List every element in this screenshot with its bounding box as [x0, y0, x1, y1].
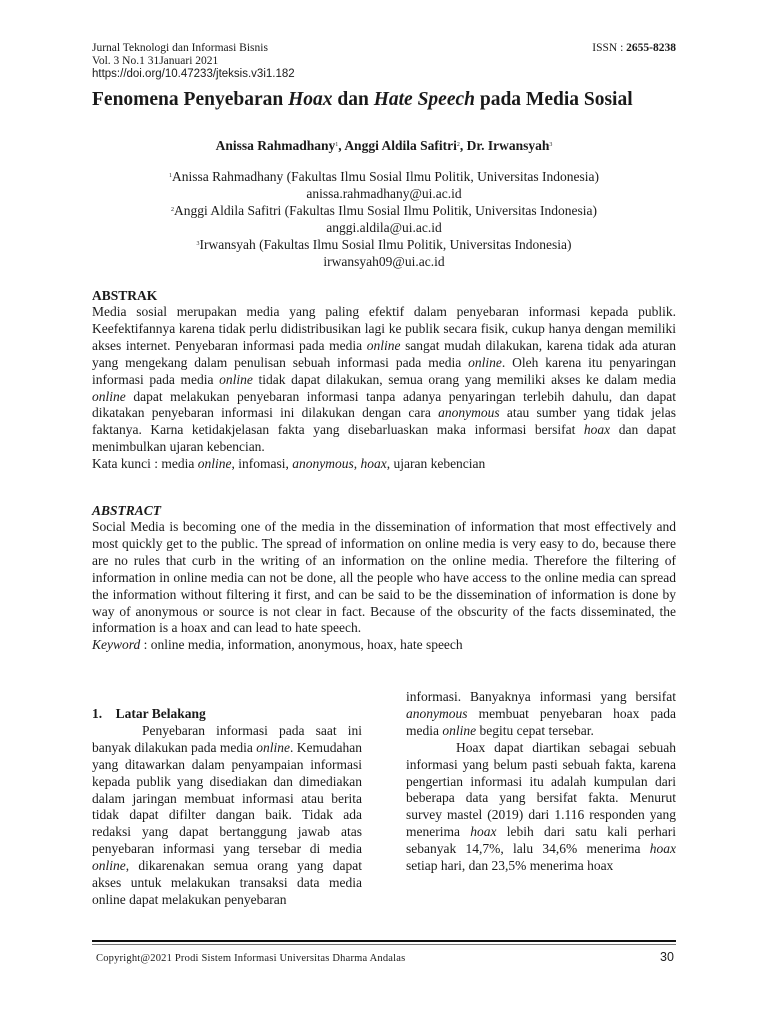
affiliation: $^3$Irwansyah (Fakultas Ilmu Sosial Ilmu Politik, Universitas Indonesia)	[196, 237, 572, 252]
abstrak-keywords: Kata kunci : media online, infomasi, anonymous, hoax, ujaran kebencian	[92, 456, 486, 472]
abstrak-section	[92, 287, 676, 473]
journal-volume: Vol. 3 No.1 31Januari 2021	[92, 55, 219, 67]
page-number: 30	[660, 950, 674, 964]
journal-name: Jurnal Teknologi dan Informasi Bisnis	[92, 42, 268, 54]
author-list: Anissa Rahmadhany$^1$, Anggi Aldila Safitri$^2$, Dr. Irwansyah$^3$	[215, 138, 553, 153]
abstract-section	[92, 502, 676, 654]
section-heading: 1. Latar Belakang	[92, 706, 206, 721]
body-paragraph: informasi. Banyaknya informasi yang bersifat anonymous membuat penyebaran hoax pada media online begitu cepat tersebar.	[406, 689, 676, 738]
body-column-right	[406, 689, 676, 875]
doi-link[interactable]: https://doi.org/10.47233/jteksis.v3i1.182	[92, 68, 295, 80]
author-email: irwansyah09@ui.ac.id	[323, 253, 445, 269]
author-name: Anggi Aldila Safitri	[344, 138, 457, 153]
abstrak-body: Media sosial merupakan media yang paling efektif dalam penyebaran informasi kepada publik. Keefektifannya karena tidak perlu didistribusikan lagi ke publik secara fisik, cukup hanya dengan memiliki akses internet. Penyebaran informasi pada media online sangat mudah dilakukan, karena tidak ada aturan yang mengekang dalam penulisan sebuah informasi pada media online. Oleh karena itu penyaringan informasi pada media online tidak dapat dilakukan, semua orang yang memiliki akses ke dalam media online dapat melakukan penyebaran informasi tanpa adanya penyaringan terlebih dahulu, dan dapat dikatakan penyebaran informasi ini dilakukan dengan cara anonymous atau sumber yang tidak jelas faktanya. Karna ketidakjelasan fakta yang disebarluaskan maka informasi bersifat hoax dan dapat menimbulkan ujaran kebencian.	[92, 304, 677, 455]
author-email: anissa.rahmadhany@ui.ac.id	[306, 185, 462, 201]
body-column-left	[92, 706, 362, 909]
affiliation: $^1$Anissa Rahmadhany (Fakultas Ilmu Sosial Ilmu Politik, Universitas Indonesia)	[168, 169, 600, 184]
footer-divider-thin	[92, 944, 676, 945]
affiliations	[0, 168, 768, 270]
author-name: Dr. Irwansyah	[466, 138, 550, 153]
body-paragraph: Penyebaran informasi pada saat ini banyak dilakukan pada media online. Kemudahan yang ditawarkan dalam penyampaian informasi kepada publik yang disediakan dan dimediakan dalam jaringan membuat informasi atau berita tidak dapat difilter dangan baik. Tidak ada redaksi yang dapat bertanggung jawab atas penyebaran informasi yang tersebar di media online, dikarenakan semua orang yang dapat akses untuk melakukan transaksi data media online dapat melakukan penyebaran	[92, 722, 362, 907]
abstract-heading: ABSTRACT	[92, 503, 162, 518]
abstract-keywords: Keyword : online media, information, anonymous, hoax, hate speech	[92, 637, 463, 653]
body-paragraph: Hoax dapat diartikan sebagai sebuah informasi yang belum pasti sebuah fakta, karena pengertian informasi itu adalah kumpulan dari beberapa data yang bersifat fakta. Menurut survey mastel (2019) dari 1.116 responden yang menerima hoax lebih dari satu kali perhari sebanyak 14,7%, lalu 34,6% menerima hoax setiap hari, dan 23,5% menerima hoax	[406, 739, 676, 874]
abstrak-heading: ABSTRAK	[92, 288, 158, 303]
paper-title: Fenomena Penyebaran Hoax dan Hate Speech pada Media Sosial	[92, 89, 633, 110]
copyright-notice: Copyright@2021 Prodi Sistem Informasi Universitas Dharma Andalas	[96, 953, 406, 964]
author-name: Anissa Rahmadhany	[215, 138, 336, 153]
affiliation: $^2$Anggi Aldila Safitri (Fakultas Ilmu Sosial Ilmu Politik, Universitas Indonesia)	[171, 203, 597, 218]
abstract-body: Social Media is becoming one of the media in the dissemination of information that most effectively and most quickly get to the public. The spread of information on online media is very easy to do, because there are no rules that curb in the writing of an information on the online media. Therefore the filtering of information in online media can not be done, all the people who have access to the online media can spread the information without filtering it first, and can be said to be the dissemination of information is done by way of anonymous or source is not clear in fact. Because of the obscurity of the facts disseminated, the information is a hoax and can lead to hate speech.	[92, 519, 676, 636]
journal-header	[92, 42, 676, 81]
author-email: anggi.aldila@ui.ac.id	[326, 219, 442, 235]
issn: ISSN : 2655-8238	[592, 42, 676, 54]
footer-divider	[92, 940, 676, 942]
